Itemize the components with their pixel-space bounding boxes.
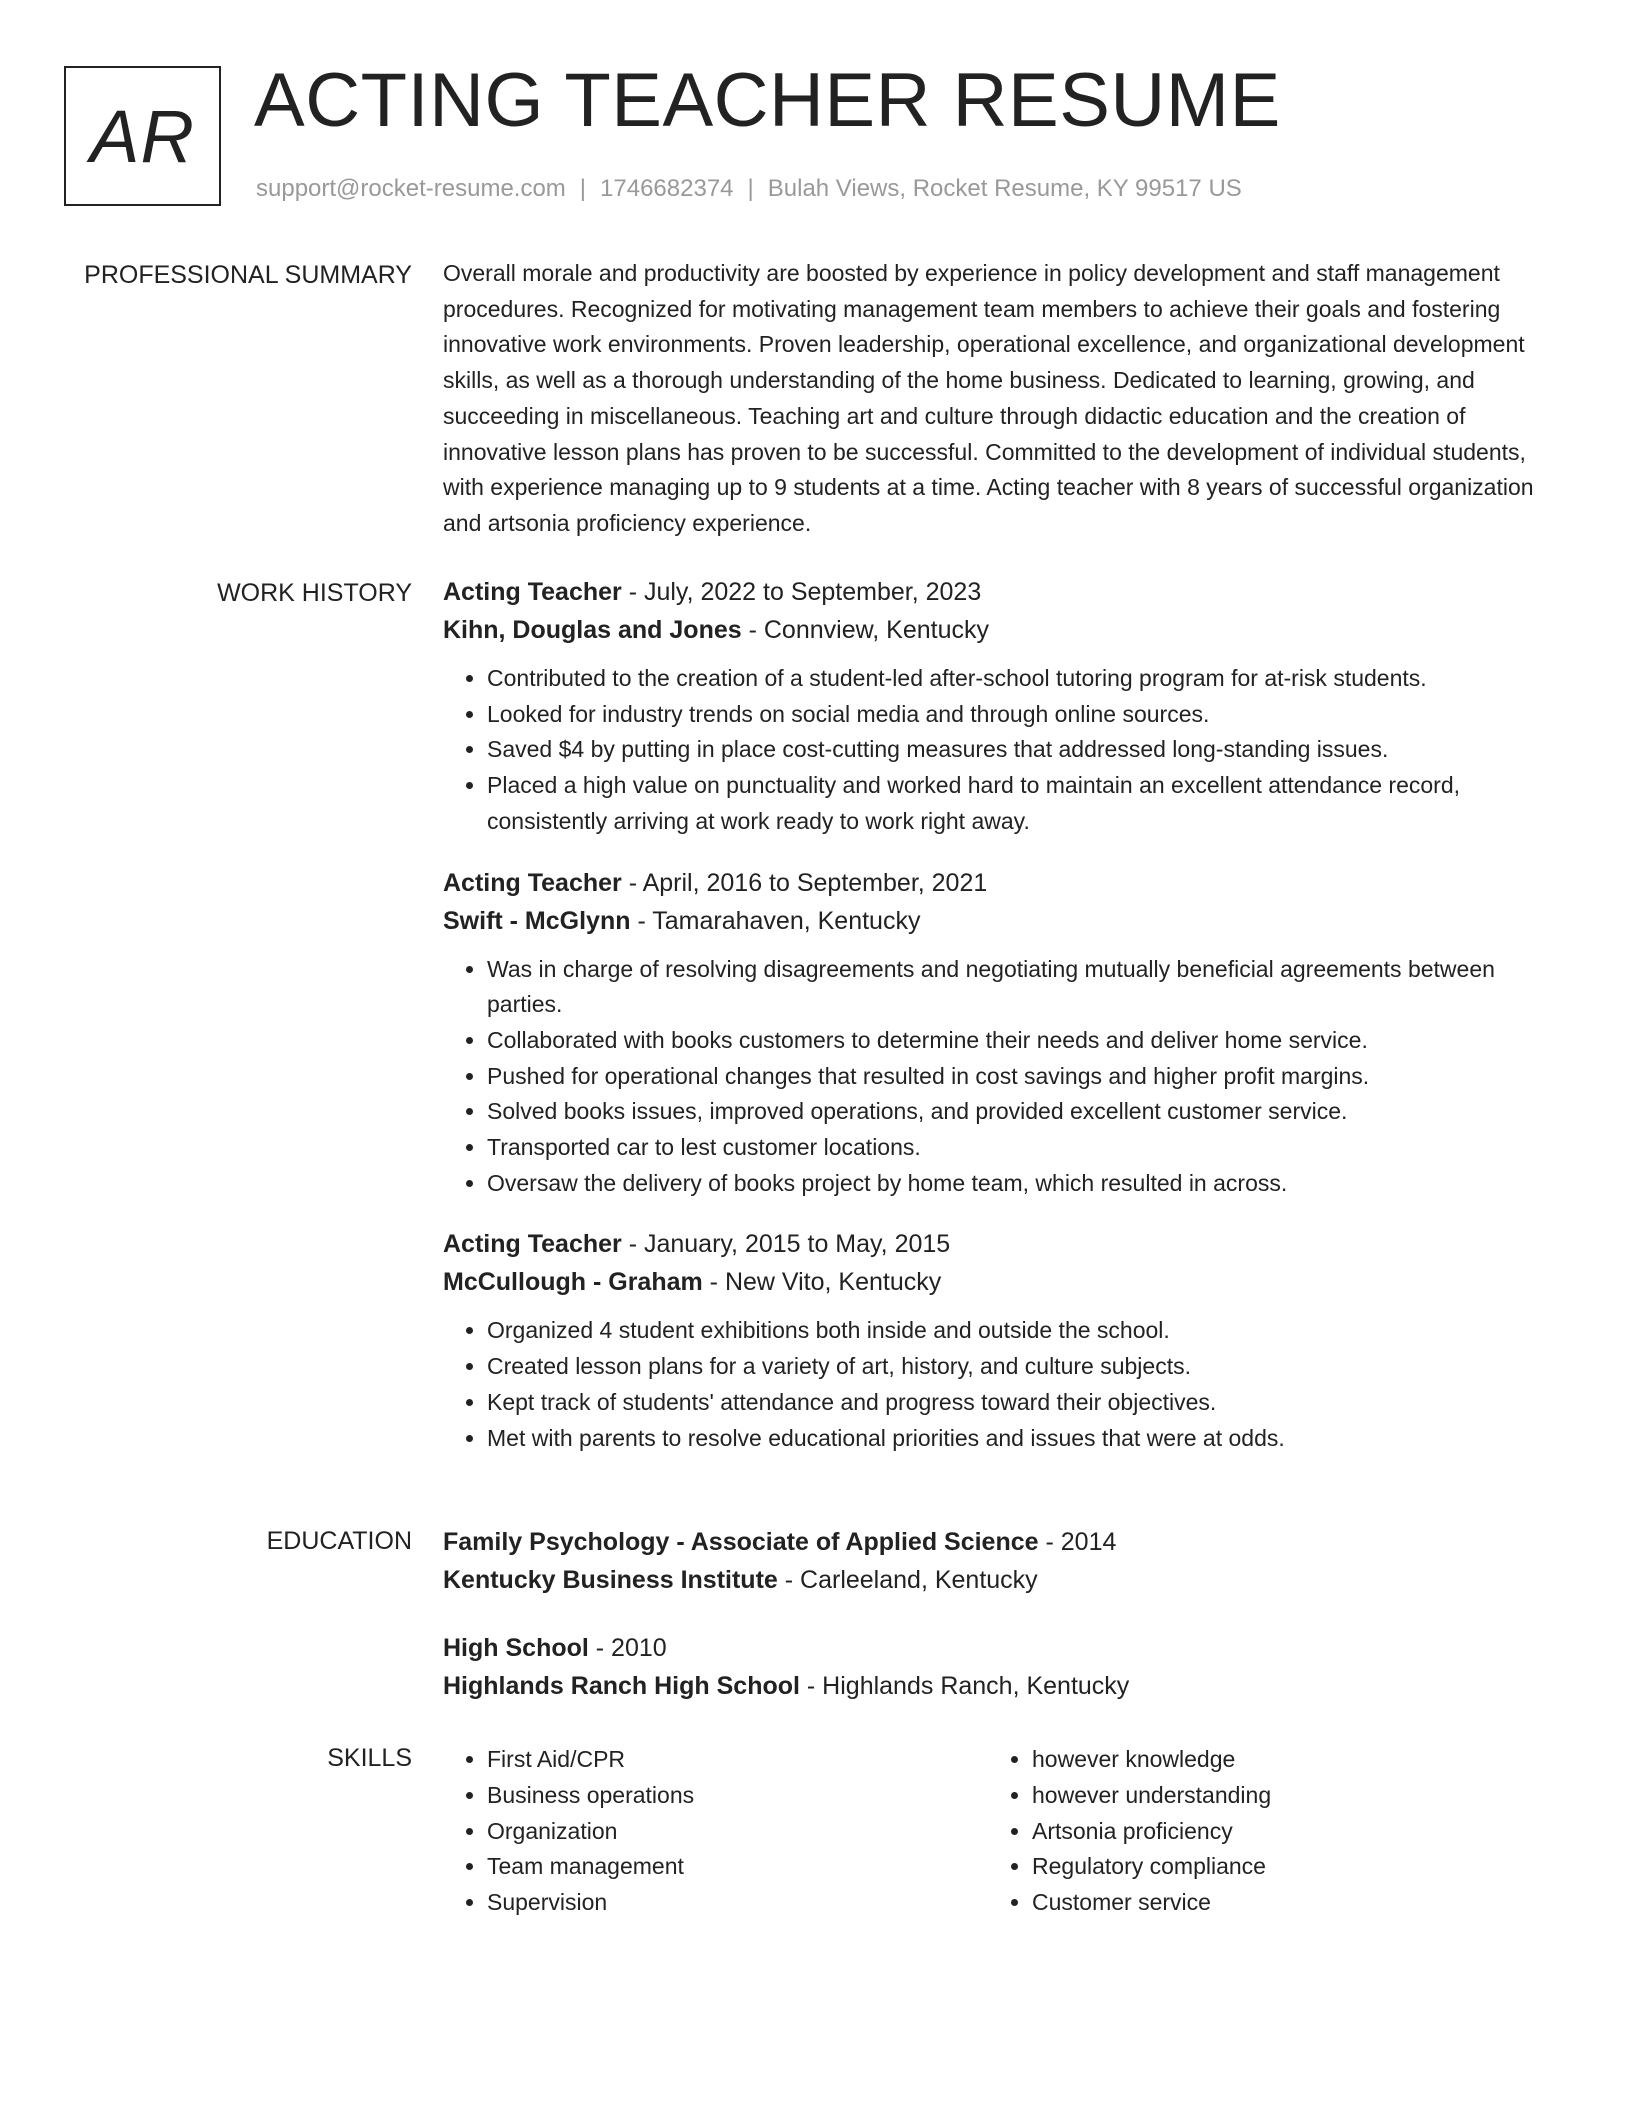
job-title-line bbox=[443, 864, 1563, 902]
skill-item: • however knowledge bbox=[1032, 1742, 1533, 1778]
monogram-logo: AR bbox=[64, 66, 221, 206]
job-bullet: • Looked for industry trends on social media and through online sources. bbox=[487, 697, 1563, 733]
contact-separator: | bbox=[747, 175, 754, 202]
job-location: - Connview, Kentucky bbox=[741, 616, 989, 644]
job-location: - New Vito, Kentucky bbox=[702, 1268, 942, 1297]
skill-item: • Supervision bbox=[487, 1885, 988, 1921]
contact-line bbox=[256, 174, 1242, 204]
education-location: - Highlands Ranch, Kentucky bbox=[799, 1672, 1130, 1700]
job-title-line bbox=[443, 1225, 1563, 1263]
skill-item: • Regulatory compliance bbox=[1032, 1849, 1533, 1885]
job-title: Acting Teacher bbox=[443, 1230, 622, 1259]
contact-phone: 1746682374 bbox=[600, 175, 734, 202]
skills-column-right bbox=[988, 1742, 1533, 1921]
job-bullet: • Met with parents to resolve educational priorities and issues that were at odds. bbox=[487, 1421, 1563, 1457]
summary-text: Overall morale and productivity are boosted by experience in policy development and staff management procedures. Recognized for motivating management team members to achieve their goals and fostering innovative work environments. Proven leadership, operational excellence, and organizational development skills, as well as a thorough understanding of the home business. Dedicated to learning, growing, and succeeding in miscellaneous. Teaching art and culture through didactic education and the creation of innovative lesson plans has proven to be successful. Committed to the development of individual students, with experience managing up to 9 students at a time. Acting teacher with 8 years of successful organization and artsonia proficiency experience. bbox=[443, 260, 1534, 536]
work-history-heading: WORK HISTORY bbox=[217, 579, 412, 607]
education-degree: High School bbox=[443, 1634, 589, 1662]
skills-content bbox=[443, 1742, 1563, 1921]
job-bullet: • Kept track of students' attendance and progress toward their objectives. bbox=[487, 1385, 1563, 1421]
job-bullet: • Organized 4 student exhibitions both inside and outside the school. bbox=[487, 1313, 1563, 1349]
job-bullet: • Created lesson plans for a variety of art, history, and culture subjects. bbox=[487, 1349, 1563, 1385]
job-dates: - April, 2016 to September, 2021 bbox=[621, 868, 988, 897]
education-heading: EDUCATION bbox=[266, 1527, 412, 1555]
job-bullet: • Oversaw the delivery of books project by home team, which resulted in across. bbox=[487, 1166, 1563, 1202]
job-title: Acting Teacher bbox=[443, 578, 622, 606]
skill-item: • however understanding bbox=[1032, 1778, 1533, 1814]
job-title-line bbox=[443, 573, 1563, 611]
skills-list bbox=[988, 1742, 1533, 1921]
education-school-line bbox=[443, 1561, 1563, 1599]
job-bullet: • Transported car to lest customer locations. bbox=[487, 1130, 1563, 1166]
education-school: Kentucky Business Institute bbox=[443, 1566, 778, 1594]
education-degree-line bbox=[443, 1629, 1563, 1667]
skills-list bbox=[443, 1742, 988, 1921]
education-entry bbox=[443, 1523, 1563, 1599]
education-school: Highlands Ranch High School bbox=[443, 1672, 800, 1700]
job-company-line bbox=[443, 902, 1563, 940]
job-bullet: • Solved books issues, improved operations, and provided excellent customer service. bbox=[487, 1094, 1563, 1130]
summary-heading: PROFESSIONAL SUMMARY bbox=[84, 261, 412, 289]
job-dates: - January, 2015 to May, 2015 bbox=[621, 1230, 951, 1259]
job-company-line bbox=[443, 611, 1563, 649]
job-location: - Tamarahaven, Kentucky bbox=[630, 906, 921, 935]
education-degree: Family Psychology - Associate of Applied Science bbox=[443, 1528, 1039, 1556]
summary-content bbox=[443, 256, 1563, 542]
job-entry bbox=[443, 1225, 1563, 1456]
skill-item: • Organization bbox=[487, 1814, 988, 1850]
skills-column-left bbox=[443, 1742, 988, 1921]
education-degree-line bbox=[443, 1523, 1563, 1561]
job-company: Swift - McGlynn bbox=[443, 906, 631, 935]
education-year: - 2010 bbox=[588, 1634, 667, 1662]
skill-item: • Team management bbox=[487, 1849, 988, 1885]
job-entry bbox=[443, 573, 1563, 840]
skill-item: • First Aid/CPR bbox=[487, 1742, 988, 1778]
contact-separator: | bbox=[579, 175, 587, 202]
education-entry bbox=[443, 1629, 1563, 1705]
job-bullet: • Was in charge of resolving disagreements and negotiating mutually beneficial agreements between parties. bbox=[487, 952, 1563, 1023]
job-company: McCullough - Graham bbox=[443, 1268, 703, 1297]
skills-heading: SKILLS bbox=[327, 1744, 412, 1772]
job-bullet: • Contributed to the creation of a student-led after-school tutoring program for at-risk students. bbox=[487, 661, 1563, 697]
job-bullets bbox=[443, 1313, 1563, 1456]
job-bullet: • Collaborated with books customers to determine their needs and deliver home service. bbox=[487, 1023, 1563, 1059]
job-company-line bbox=[443, 1263, 1563, 1301]
work-history-content bbox=[443, 573, 1563, 1480]
job-bullet: • Saved $4 by putting in place cost-cutting measures that addressed long-standing issues. bbox=[487, 732, 1563, 768]
job-entry bbox=[443, 864, 1563, 1202]
job-bullet: • Pushed for operational changes that resulted in cost savings and higher profit margins. bbox=[487, 1059, 1563, 1095]
contact-email: support@rocket-resume.com bbox=[256, 175, 566, 202]
job-dates: - July, 2022 to September, 2023 bbox=[621, 578, 982, 606]
education-location: - Carleeland, Kentucky bbox=[777, 1566, 1038, 1594]
contact-address: Bulah Views, Rocket Resume, KY 99517 US bbox=[767, 175, 1242, 202]
education-school-line bbox=[443, 1667, 1563, 1705]
skill-item: • Artsonia proficiency bbox=[1032, 1814, 1533, 1850]
job-bullets bbox=[443, 952, 1563, 1202]
job-company: Kihn, Douglas and Jones bbox=[443, 616, 742, 644]
skill-item: • Business operations bbox=[487, 1778, 988, 1814]
resume-title: ACTING TEACHER RESUME bbox=[254, 58, 1281, 143]
job-title: Acting Teacher bbox=[443, 868, 622, 897]
education-content bbox=[443, 1523, 1563, 1735]
education-year: - 2014 bbox=[1038, 1528, 1117, 1556]
job-bullet: • Placed a high value on punctuality and worked hard to maintain an excellent attendance record, consistently arriving at work ready to work right away. bbox=[487, 768, 1563, 839]
skill-item: • Customer service bbox=[1032, 1885, 1533, 1921]
job-bullets bbox=[443, 661, 1563, 840]
